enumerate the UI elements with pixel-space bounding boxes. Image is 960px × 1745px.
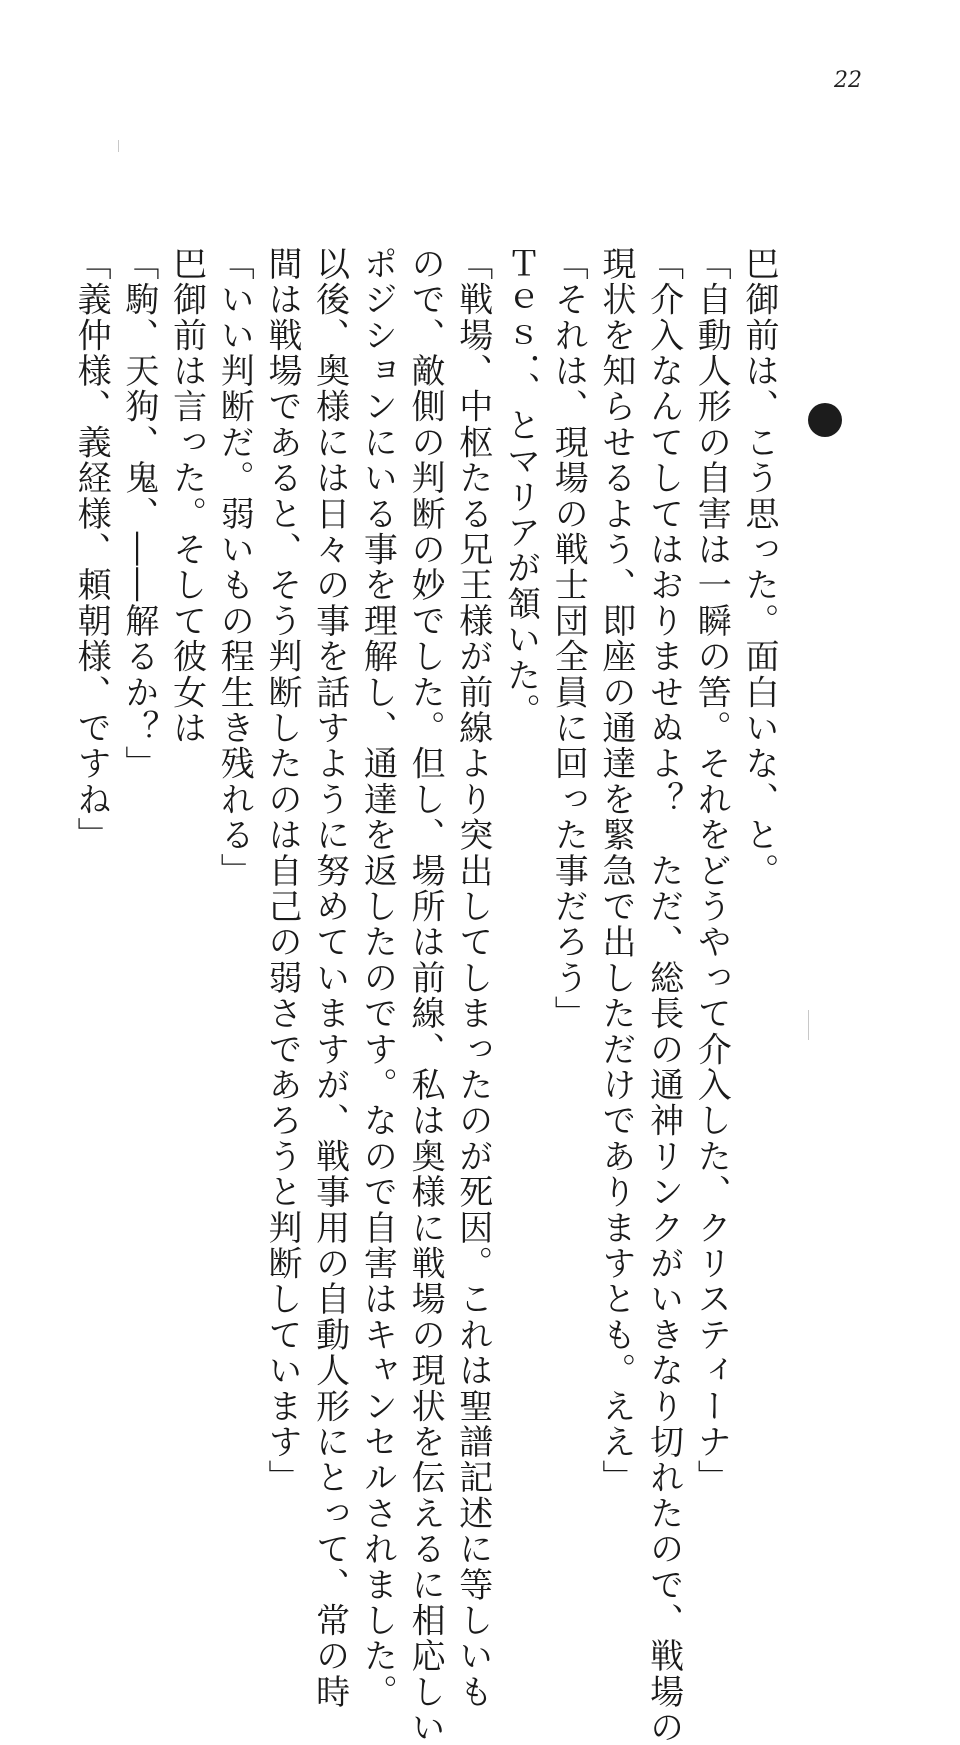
- text-line: 「戦場、中枢たる兄王様が前線より突出してしまったのが死因。これは聖譜記述に等しいも: [452, 246, 493, 1710]
- vertical-text-body: [71, 246, 782, 1745]
- text-line: 「自動人形の自害は一瞬の筈。それをどうやって介入した、クリスティーナ」: [691, 246, 732, 1496]
- text-line: Ｔｅｓ．、とマリアが頷いた。: [500, 246, 541, 729]
- text-line: 巴御前は言った。そして彼女は: [166, 246, 207, 746]
- text-line: 「介入なんてしてはおりませぬよ？ ただ、総長の通神リンクがいきなり切れたので、戦場の: [643, 246, 684, 1745]
- text-line: 「駒、天狗、鬼、――解るか？」: [118, 246, 159, 782]
- text-line: 巴御前は、こう思った。面白いな、と。: [739, 246, 779, 889]
- text-line: 「いい判断だ。弱いもの程生き残れる」: [214, 246, 255, 889]
- text-line: 「それは、現場の戦士団全員に回った事だろう」: [548, 246, 589, 1032]
- text-line: ので、敵側の判断の妙でした。但し、場所は前線、私は奥様に戦場の現状を伝えるに相応しい: [405, 246, 446, 1745]
- text-line: 現状を知らせるよう、即座の通達を緊急で出しただけでありますとも。ええ」: [595, 246, 636, 1496]
- scan-speck: [808, 1010, 809, 1040]
- text-line: ポジションにいる事を理解し、通達を返したのです。なので自害はキャンセルされました。: [357, 246, 398, 1710]
- margin-marker-dot: [808, 403, 842, 437]
- scan-speck: [118, 140, 119, 152]
- page-number: 22: [834, 68, 862, 93]
- text-line: 間は戦場であると、そう判断したのは自己の弱さであろうと判断しています」: [261, 246, 302, 1496]
- text-line: 以後、奥様には日々の事を話すように努めていますが、戦事用の自動人形にとって、常の時: [309, 246, 350, 1710]
- text-line: 「義仲様、義経様、頼朝様、ですね」: [71, 246, 112, 853]
